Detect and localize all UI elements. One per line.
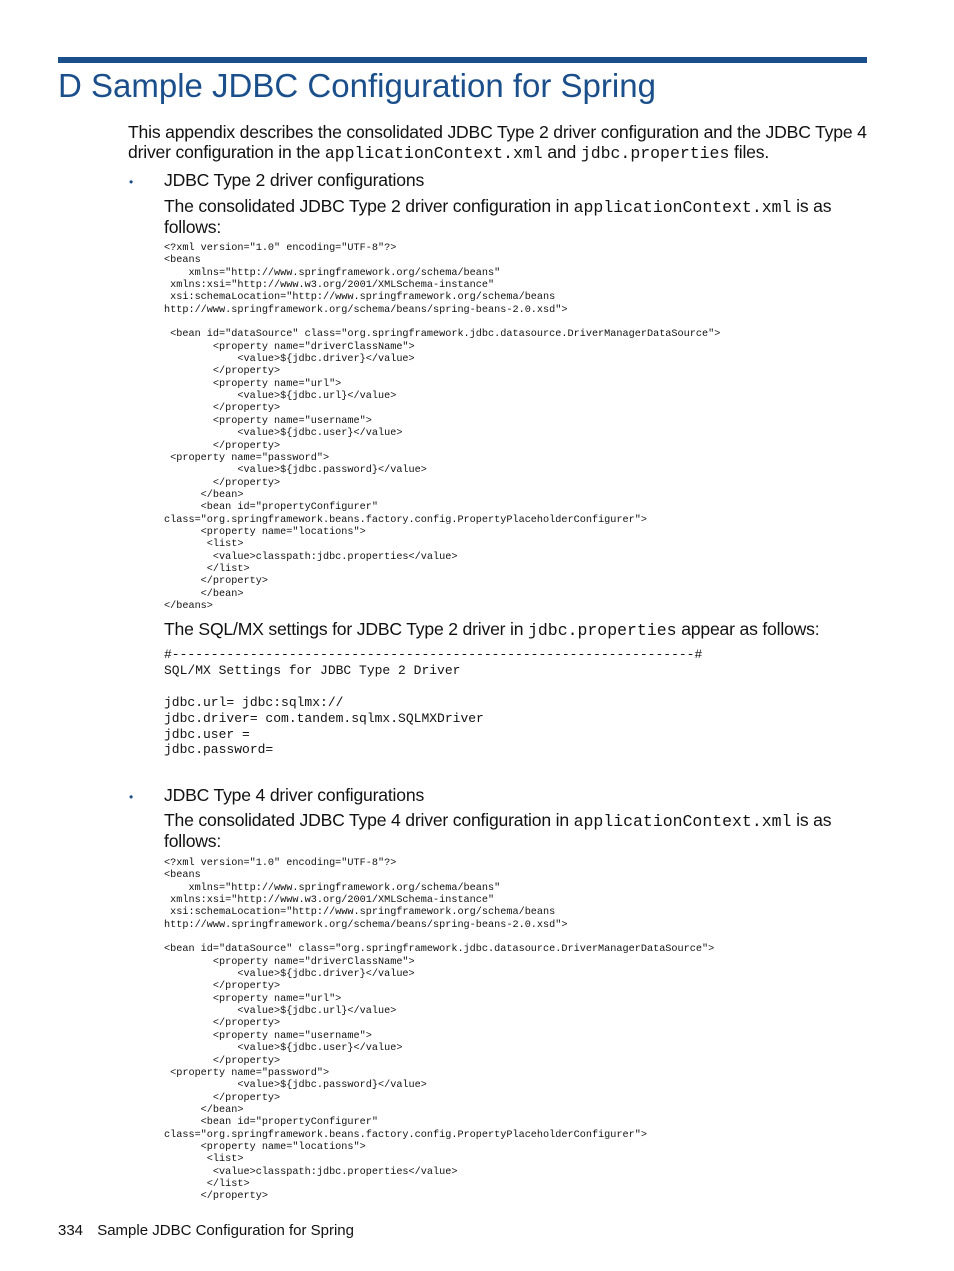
code-filename: jdbc.properties <box>580 143 730 163</box>
code-filename: applicationContext.xml <box>573 198 792 217</box>
page-footer <box>58 1222 354 1239</box>
properties-intro-type2: The SQL/MX settings for JDBC Type 2 driver in jdbc.properties appear as follows: <box>164 619 820 640</box>
section-heading-type2: JDBC Type 2 driver configurations <box>164 170 425 190</box>
bullet-icon: • <box>129 790 134 804</box>
code-filename: jdbc.properties <box>528 621 677 640</box>
code-filename: applicationContext.xml <box>573 812 792 831</box>
intro-paragraph <box>128 123 888 163</box>
page-number: 334 <box>58 1222 84 1239</box>
page-title: D Sample JDBC Configuration for Spring <box>58 67 656 104</box>
footer-section-title: Sample JDBC Configuration for Spring <box>97 1222 354 1239</box>
intro-line-1: This appendix describes the consolidated JDBC Type 2 driver configuration and the JDBC Type 4 <box>128 122 867 142</box>
intro-line-2: driver configuration in the applicationContext.xml and jdbc.properties files. <box>128 141 770 163</box>
section-heading-type4: JDBC Type 4 driver configurations <box>164 785 425 805</box>
code-filename: applicationContext.xml <box>324 143 543 163</box>
code-block-properties-type2: #-------------------------------------------------------------------# SQL/MX Settings for JDBC Type 2 Driver jdbc.url= jdbc:sqlmx:// jdbc.driver= com.tandem.sqlmx.SQLMXDriver jdbc.user = jdbc.password= <box>164 647 703 758</box>
code-block-xml-type4: <?xml version="1.0" encoding="UTF-8"?> <beans xmlns="http://www.springframework.org/schema/beans" xmlns:xsi="http://www.w3.org/2001/XMLSchema-instance" xsi:schemaLocation="http://www.springframework.org/schema/beans http://www.springframework.org/schema/beans/spring-beans-2.0.xsd"> <bean id="dataSource" class="org.springframework.jdbc.datasource.DriverManagerDataSource"> <property name="driverClassName"> <value>${jdbc.driver}</value> </property> <property name="url"> <value>${jdbc.url}</value> </property> <property name="username"> <value>${jdbc.user}</value> </property> <property name="password"> <value>${jdbc.password}</value> </property> </bean> <bean id="propertyConfigurer" class="org.springframework.beans.factory.config.PropertyPlaceholderConfigurer"> <property name="locations"> <list> <value>classpath:jdbc.properties</value> </list> </property> <box>164 858 715 1203</box>
bullet-icon: • <box>129 175 134 189</box>
section-description-type4: The consolidated JDBC Type 4 driver configuration in applicationContext.xml is as follows: <box>164 810 832 851</box>
code-block-xml-type2: <?xml version="1.0" encoding="UTF-8"?> <beans xmlns="http://www.springframework.org/schema/beans" xmlns:xsi="http://www.w3.org/2001/XMLSchema-instance" xsi:schemaLocation="http://www.springframework.org/schema/beans http://www.springframework.org/schema/beans/spring-beans-2.0.xsd"> <bean id="dataSource" class="org.springframework.jdbc.datasource.DriverManagerDataSource"> <property name="driverClassName"> <value>${jdbc.driver}</value> </property> <property name="url"> <value>${jdbc.url}</value> </property> <property name="username"> <value>${jdbc.user}</value> </property> <property name="password"> <value>${jdbc.password}</value> </property> </bean> <bean id="propertyConfigurer" class="org.springframework.beans.factory.config.PropertyPlaceholderConfigurer"> <property name="locations"> <list> <value>classpath:jdbc.properties</value> </list> </property> </bean> </beans> <box>164 243 721 612</box>
title-rule <box>58 57 867 63</box>
section-description-type2: The consolidated JDBC Type 2 driver configuration in applicationContext.xml is as follows: <box>164 196 832 237</box>
